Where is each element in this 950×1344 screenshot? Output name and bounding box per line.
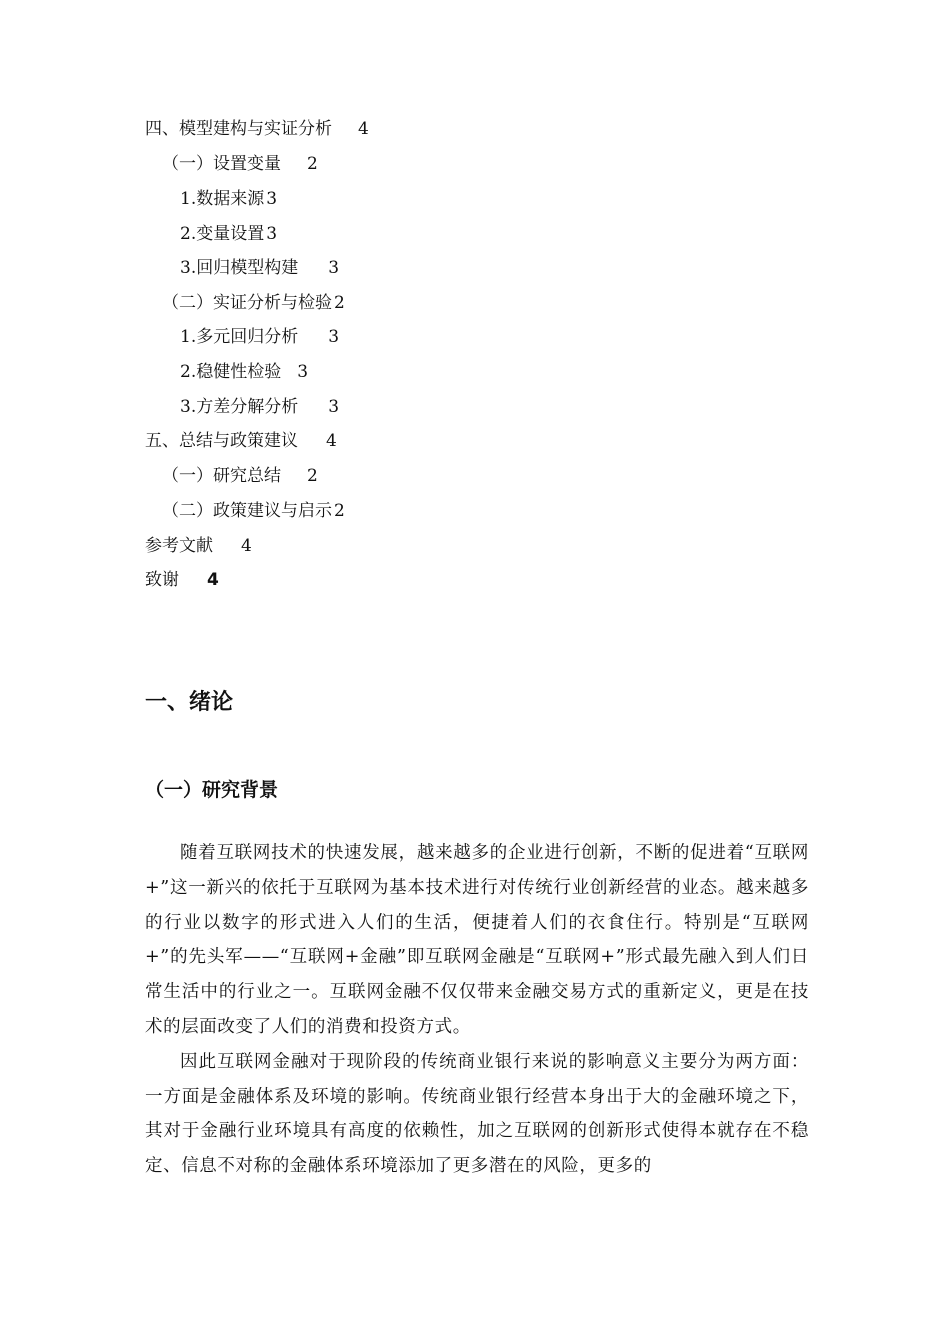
toc-entry-title: （一）研究总结	[162, 466, 281, 486]
toc-entry-page: 4	[207, 570, 219, 590]
toc-entry[interactable]	[145, 534, 252, 558]
toc-entry[interactable]	[145, 117, 369, 141]
toc-entry-page: 2	[307, 466, 318, 486]
body-text	[145, 836, 809, 1184]
toc-entry-title: （二）实证分析与检验	[162, 293, 332, 313]
toc-entry[interactable]	[180, 256, 339, 280]
toc-entry[interactable]	[180, 395, 339, 419]
toc-entry-page: 3	[266, 224, 278, 244]
toc-entry-title: 1.多元回归分析	[180, 327, 299, 347]
toc-entry-title: 四、模型建构与实证分析	[145, 119, 332, 139]
section-title: （一）研究背景	[145, 779, 279, 801]
toc-entry[interactable]	[162, 291, 345, 315]
toc-entry-page: 4	[358, 119, 369, 139]
toc-entry[interactable]	[162, 464, 318, 488]
toc-entry-page: 3	[328, 258, 340, 278]
toc-entry-title: （一）设置变量	[162, 154, 281, 174]
toc-entry-title: 致谢	[145, 570, 179, 590]
toc-entry[interactable]	[180, 360, 308, 384]
chapter-title: 一、绪论	[145, 690, 234, 715]
toc-entry-title: 1.数据来源	[180, 189, 265, 209]
toc-entry-title: 2.变量设置	[180, 224, 265, 244]
toc-entry-page: 2	[307, 154, 318, 174]
toc-entry-page: 3	[297, 362, 309, 382]
toc-entry-title: 参考文献	[145, 536, 213, 556]
toc-entry[interactable]	[162, 152, 318, 176]
toc-entry-page: 2	[334, 293, 345, 313]
toc-entry[interactable]	[145, 568, 219, 592]
toc-entry[interactable]	[162, 499, 345, 523]
toc-entry-page: 3	[266, 189, 278, 209]
toc-entry-title: 3.方差分解分析	[180, 397, 299, 417]
toc-entry-title: （二）政策建议与启示	[162, 501, 332, 521]
toc-entry[interactable]	[145, 429, 337, 453]
toc-entry-page: 3	[328, 327, 340, 347]
toc-entry-page: 4	[326, 431, 337, 451]
toc-entry[interactable]	[180, 325, 339, 349]
toc-entry[interactable]	[180, 187, 277, 211]
toc-entry-page: 4	[241, 536, 252, 556]
paragraph: 随着互联网技术的快速发展，越来越多的企业进行创新，不断的促进着“互联网+”这一新兴的依托于互联网为基本技术进行对传统行业创新经营的业态。越来越多的行业以数字的形式进入人们的生活，便捷着人们的衣食住行。特别是“互联网+”的先头军——“互联网+金融”即互联网金融是“互联网+”形式最先融入到人们日常生活中的行业之一。互联网金融不仅仅带来金融交易方式的重新定义，更是在技术的层面改变了人们的消费和投资方式。	[145, 843, 809, 1037]
toc-entry-page: 3	[328, 397, 340, 417]
toc-entry-title: 3.回归模型构建	[180, 258, 299, 278]
toc-entry-page: 2	[334, 501, 345, 521]
toc-entry-title: 2.稳健性检验	[180, 362, 282, 382]
toc-entry-title: 五、总结与政策建议	[145, 431, 298, 451]
toc-entry[interactable]	[180, 222, 277, 246]
paragraph: 因此互联网金融对于现阶段的传统商业银行来说的影响意义主要分为两方面：一方面是金融体系及环境的影响。传统商业银行经营本身出于大的金融环境之下，其对于金融行业环境具有高度的依赖性，加之互联网的创新形式使得本就存在不稳定、信息不对称的金融体系环境添加了更多潜在的风险，更多的	[145, 1051, 809, 1177]
